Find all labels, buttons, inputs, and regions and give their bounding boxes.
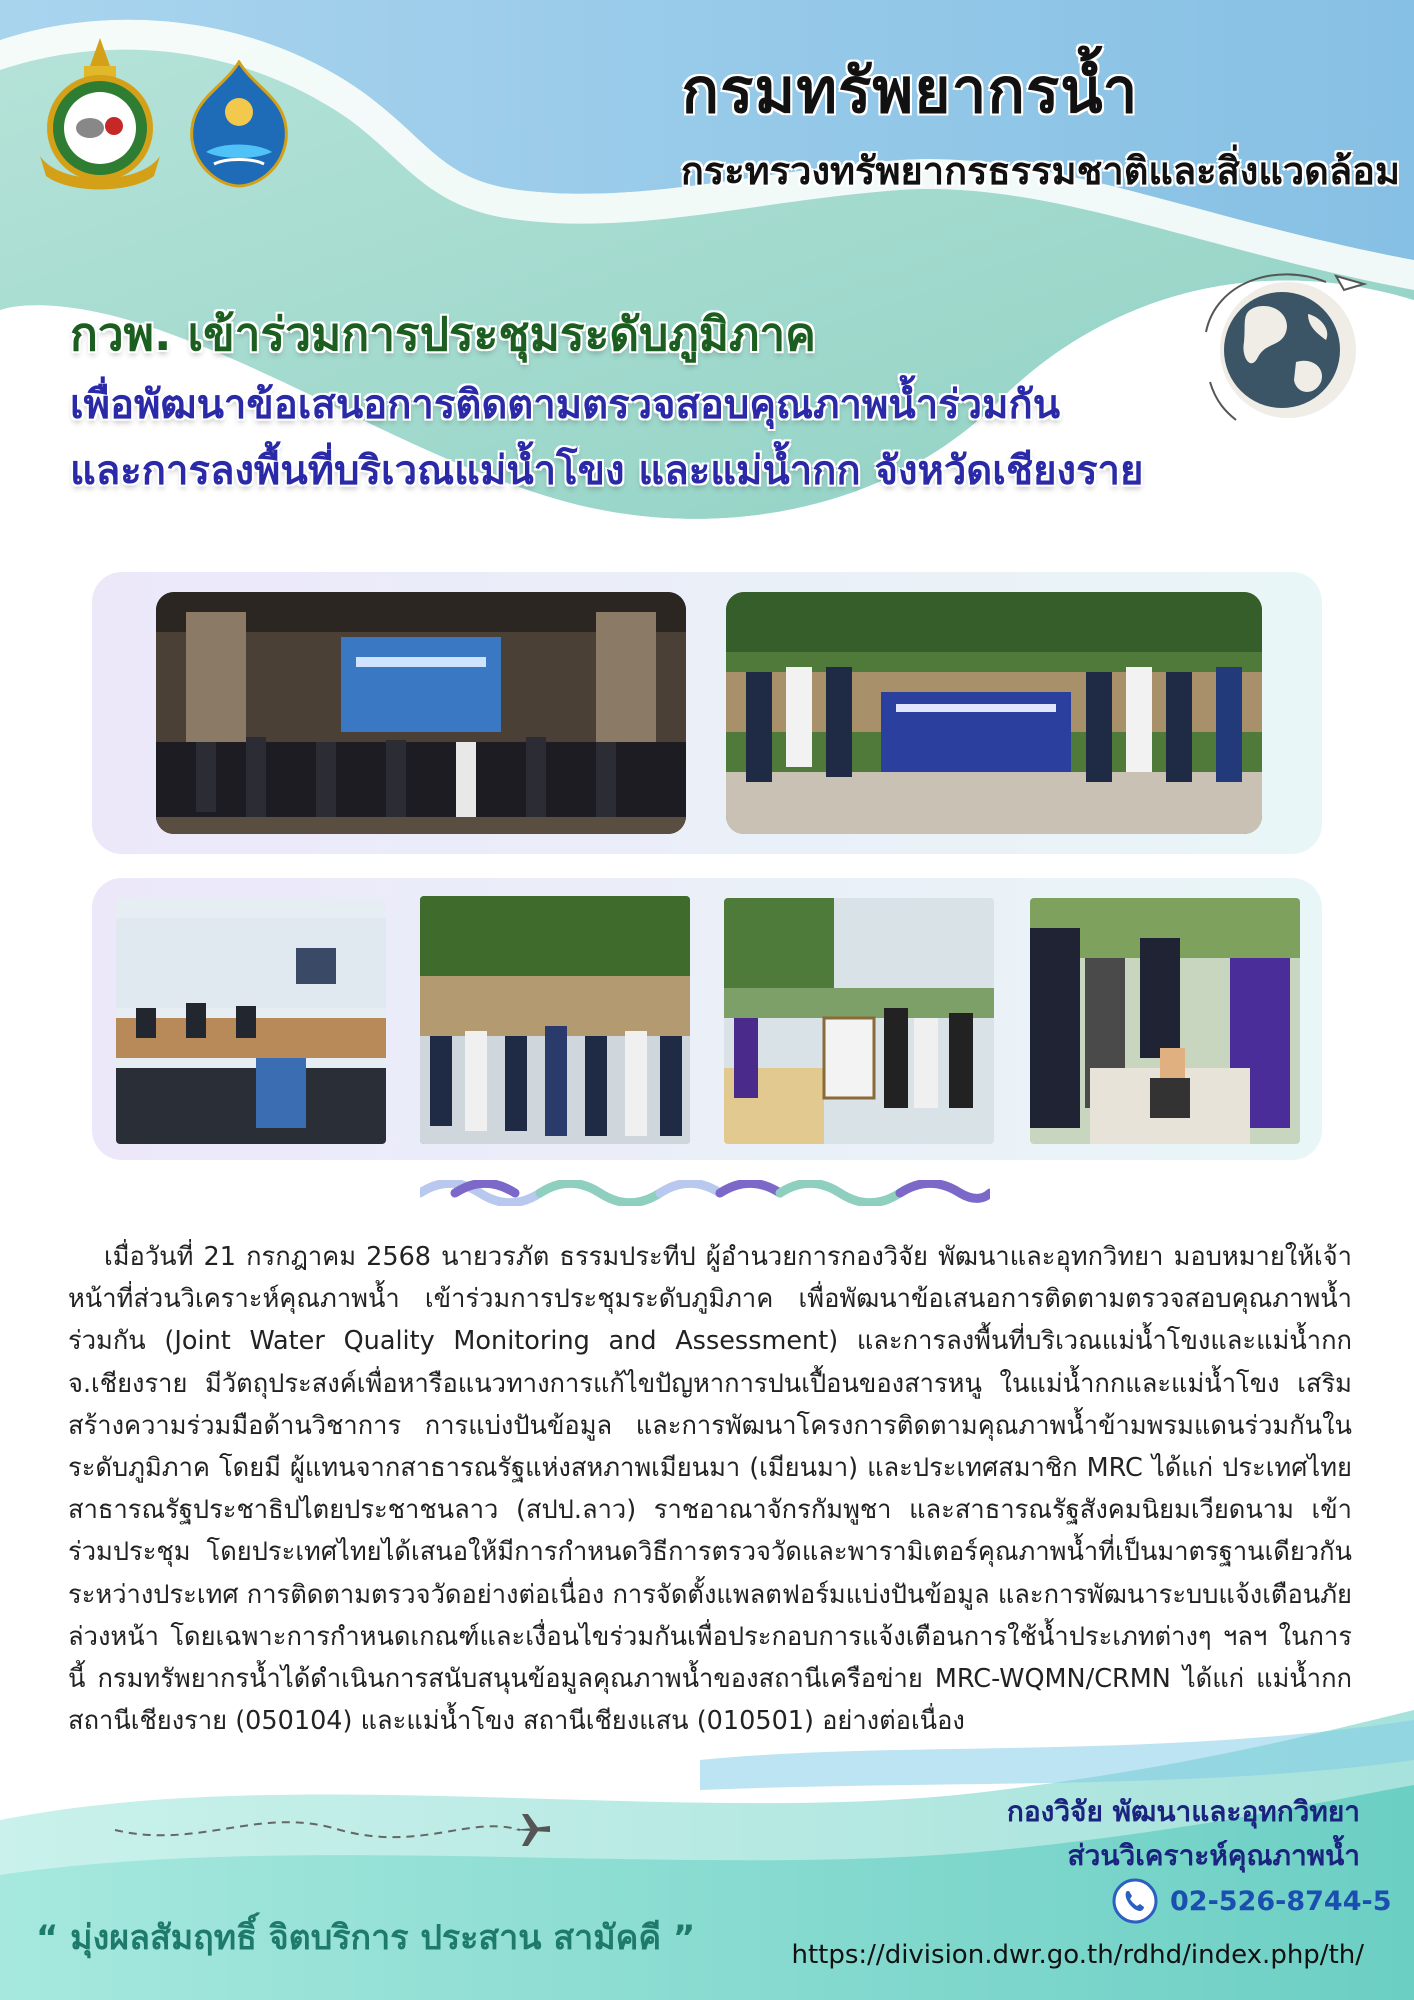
ministry-title: กระทรวงทรัพยากรธรรมชาติและสิ่งแวดล้อม — [680, 149, 1400, 193]
motto: “ มุ่งผลสัมฤทธิ์ จิตบริการ ประสาน สามัคคี ” — [36, 1918, 696, 1958]
department-of-water-resources-logo — [186, 60, 292, 188]
article-subheadline-1: เพื่อพัฒนาข้อเสนอการติดตามตรวจสอบคุณภาพน้ำร่วมกัน — [70, 382, 1061, 428]
phone-number[interactable]: 02-526-8744-5 — [1170, 1886, 1392, 1917]
riverside-group-photo-with-banner — [726, 592, 1262, 834]
section-name: ส่วนวิเคราะห์คุณภาพน้ำ — [1067, 1839, 1360, 1872]
meeting-table-photo — [116, 898, 386, 1144]
article-subheadline-2: และการลงพื้นที่บริเวณแม่น้ำโขง และแม่น้ำกก จังหวัดเชียงราย — [70, 448, 1144, 494]
article-body — [68, 1236, 1352, 1742]
organization-title: กรมทรัพยากรน้ำ — [681, 54, 1139, 127]
riverside-crowd-photo — [420, 896, 690, 1144]
division-name: กองวิจัย พัฒนาและอุทกวิทยา — [1006, 1795, 1360, 1828]
phone-icon — [1112, 1878, 1158, 1924]
article-headline: กวพ. เข้าร่วมการประชุมระดับภูมิภาค — [70, 307, 816, 361]
government-emblem-logo — [30, 36, 170, 196]
article-body-paragraph: เมื่อวันที่ 21 กรกฎาคม 2568 นายวรภัต ธรรมประทีป ผู้อำนวยการกองวิจัย พัฒนาและอุทกวิทยา มอบหมายให้เจ้าหน้าที่ส่วนวิเคราะห์คุณภาพน้ำ เข้าร่วมการประชุมระดับภูมิภาค เพื่อพัฒนาข้อเสนอการติดตามตรวจสอบคุณภาพน้ำร่วมกัน (Joint Water Quality Monitoring and Assessment) และการลงพื้นที่บริเวณแม่น้ำโขงและแม่น้ำกก จ.เชียงราย มีวัตถุประสงค์เพื่อหารือแนวทางการแก้ไขปัญหาการปนเปื้อนของสารหนู ในแม่น้ำกกและแม่น้ำโขง เสริมสร้างความร่วมมือด้านวิชาการ การแบ่งปันข้อมูล และการพัฒนาโครงการติดตามคุณภาพน้ำข้ามพรมแดนร่วมกันในระดับภูมิภาค โดยมี ผู้แทนจากสาธารณรัฐแห่งสหภาพเมียนมา (เมียนมา) และประเทศสมาชิก MRC ได้แก่ ประเทศไทย สาธารณรัฐประชาธิปไตยประชาชนลาว (สปป.ลาว) ราชอาณาจักรกัมพูชา และสาธารณรัฐสังคมนิยมเวียดนาม เข้าร่วมประชุม โดยประเทศไทยได้เสนอให้มีการกำหนดวิธีการตรวจวัดและพารามิเตอร์คุณภาพน้ำที่เป็นมาตรฐานเดียวกันระหว่างประเทศ การติดตามตรวจวัดอย่างต่อเนื่อง การจัดตั้งแพลตฟอร์มแบ่งปันข้อมูล และการพัฒนาระบบแจ้งเตือนภัยล่วงหน้า โดยเฉพาะการกำหนดเกณฑ์และเงื่อนไขร่วมกันเพื่อประกอบการแจ้งเตือนการใช้น้ำประเภทต่างๆ ฯลฯ ในการนี้ กรมทรัพยากรน้ำได้ดำเนินการสนับสนุนข้อมูลคุณภาพน้ำของสถานีเครือข่าย MRC-WQMN/CRMN ได้แก่ แม่น้ำกก สถานีเชียงราย (050104) และแม่น้ำโขง สถานีเชียงแสน (010501) อย่างต่อเนื่อง — [68, 1242, 1352, 1737]
wavy-divider — [420, 1180, 990, 1206]
meeting-room-group-photo — [156, 592, 686, 834]
water-sampling-station-photo — [724, 898, 994, 1144]
water-testing-equipment-photo — [1030, 898, 1300, 1144]
airplane-icon — [512, 1812, 552, 1848]
website-link[interactable]: https://division.dwr.go.th/rdhd/index.php/th/ — [791, 1940, 1364, 1970]
globe-icon — [1196, 262, 1376, 422]
